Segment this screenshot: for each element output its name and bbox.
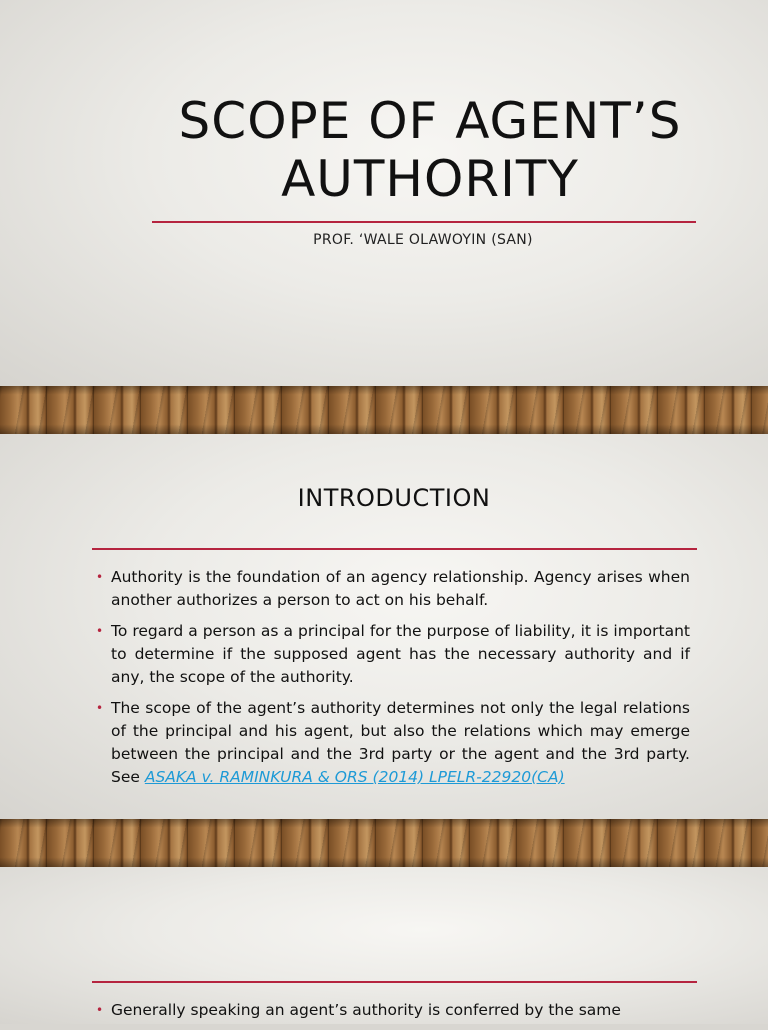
bullet-text: To regard a person as a principal for the purpose of liability, it is important to determine if the supposed agent has the necessary authority and if any, the scope of the authority. bbox=[111, 622, 690, 686]
bullet-icon: • bbox=[96, 1003, 104, 1017]
slide-title-line-1: SCOPE OF AGENT’S bbox=[178, 92, 682, 150]
wood-floor-divider bbox=[0, 386, 768, 434]
list-item bbox=[92, 999, 690, 1022]
bullet-list bbox=[92, 999, 690, 1030]
slide-title bbox=[150, 92, 710, 208]
heading-divider bbox=[92, 981, 697, 983]
bullet-icon: • bbox=[96, 570, 104, 584]
case-citation-link[interactable]: ASAKA v. RAMINKURA & ORS (2014) LPELR-22920(CA) bbox=[144, 768, 565, 786]
list-item bbox=[92, 620, 690, 689]
bullet-icon: • bbox=[96, 624, 104, 638]
slide-title-line-2: AUTHORITY bbox=[281, 150, 579, 208]
bullet-text: Generally speaking an agent’s authority is conferred by the same bbox=[111, 1001, 621, 1019]
bullet-list bbox=[92, 566, 690, 797]
title-divider bbox=[152, 221, 696, 223]
slide-subtitle: PROF. ‘WALE OLAWOYIN (SAN) bbox=[313, 232, 533, 248]
bullet-icon: • bbox=[96, 701, 104, 715]
list-item bbox=[92, 566, 690, 612]
section-heading: INTRODUCTION bbox=[297, 484, 491, 512]
heading-divider bbox=[92, 548, 697, 550]
title-slide bbox=[0, 0, 768, 386]
wood-floor-divider bbox=[0, 819, 768, 867]
bullet-text: Authority is the foundation of an agency relationship. Agency arises when another authorizes a person to act on his behalf. bbox=[111, 568, 690, 609]
bullet-text: The scope of the agent’s authority determines not only the legal relations of the principal and his agent, but also the relations which may emerge between the principal and the 3rd party or the agent and the 3rd party. See bbox=[111, 699, 690, 786]
list-item bbox=[92, 697, 690, 789]
